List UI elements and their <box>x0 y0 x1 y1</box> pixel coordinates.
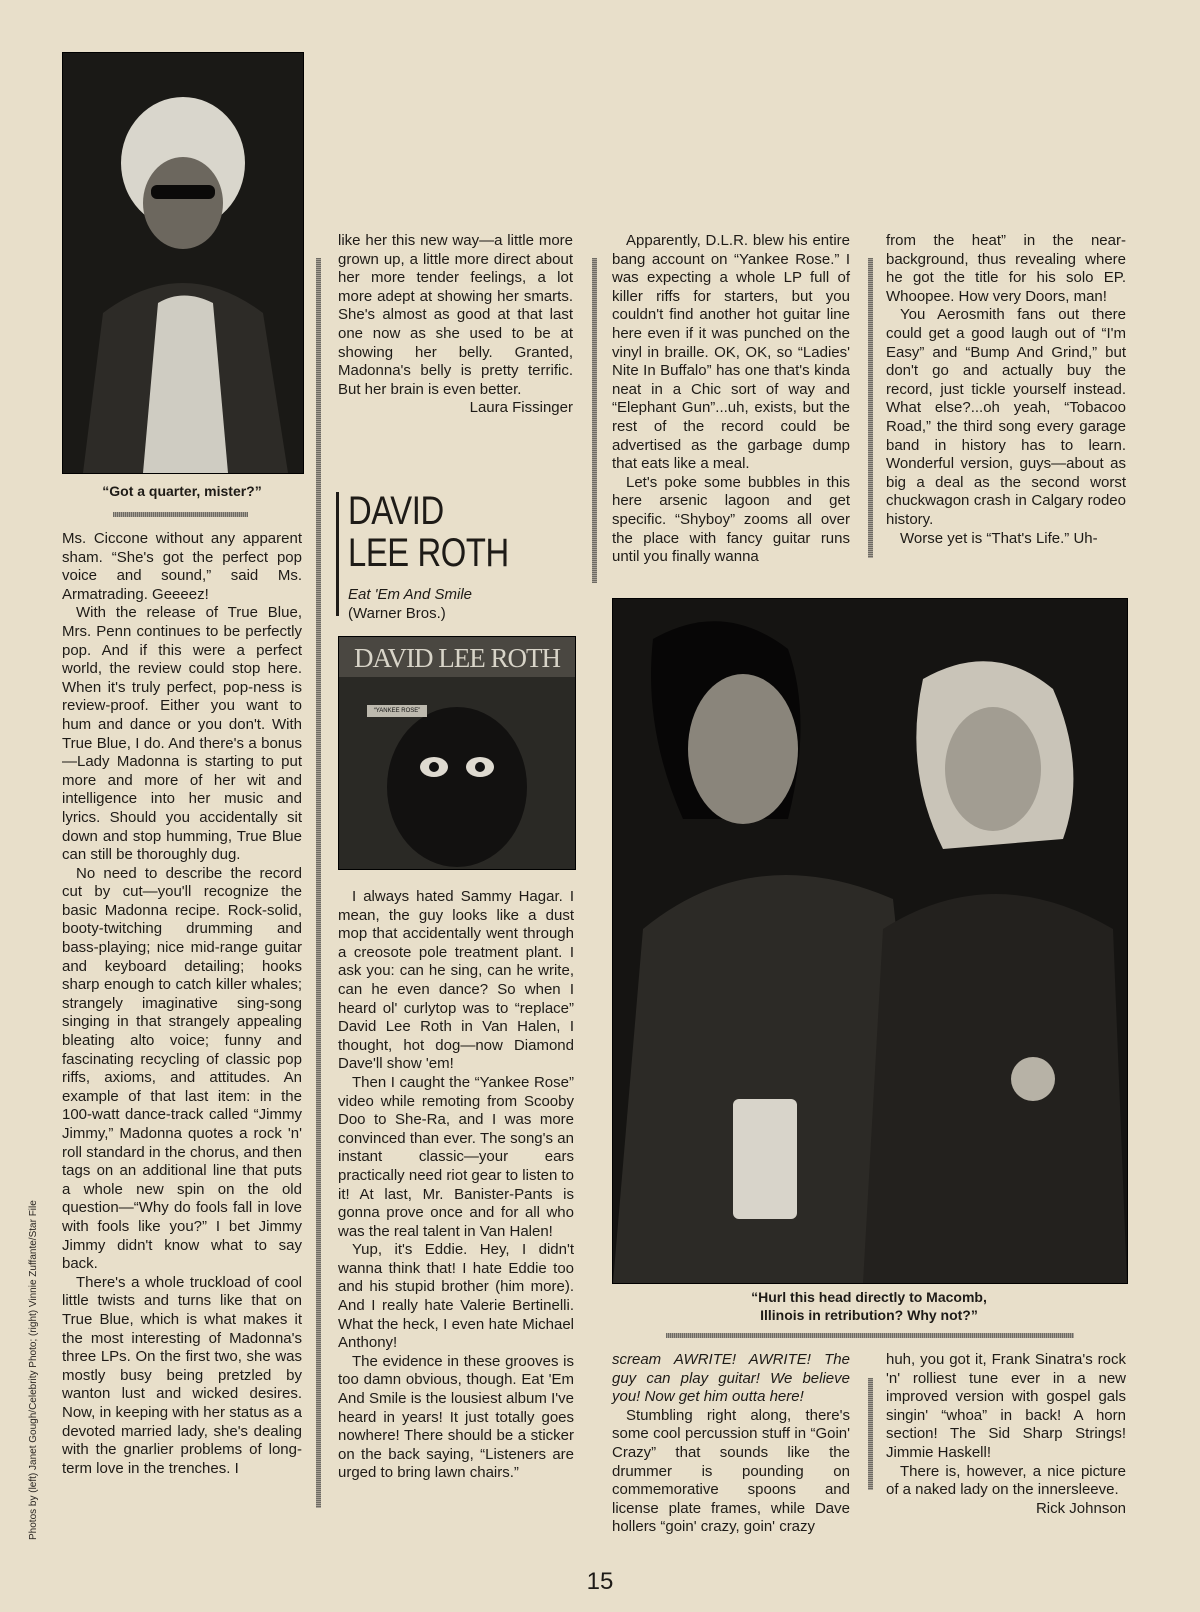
paragraph: huh, you got it, Frank Sinatra's rock 'n' rolliest tune ever in a new improved version with gospel gals singin' “whoa” in back! A horn section! The Sid Sharp Strings! Jimmie Haskell! <box>886 1351 1126 1461</box>
paragraph: scream AWRITE! AWRITE! The guy can play guitar! We believe you! Now get him outta here! <box>612 1351 850 1406</box>
column-rule <box>592 258 597 583</box>
author-signature: Rick Johnson <box>1035 1499 1126 1517</box>
review-headline: DAVID LEE ROTH <box>348 489 509 575</box>
paragraph: There is, however, a nice picture of a naked lady on the innersleeve. <box>886 1462 1126 1499</box>
paragraph: Stumbling right along, there's some cool percussion stuff in “Goin' Crazy” that sounds like the drummer is pounding on commemorative spoons and license plate frames, while Dave hollers “goin' crazy, goin' crazy <box>612 1406 850 1536</box>
column-rule <box>868 258 873 558</box>
madonna-review-conclusion <box>338 232 573 418</box>
roth-vai-photo <box>612 598 1128 1284</box>
paragraph: You Aerosmith fans out there could get a good laugh out of “I'm Easy” and “Bump And Grind,” but don't go and actually buy the record, just tickle yourself instead. What else?...oh yeah, “Tobacoo Road,” the third song every garage band in history has to learn. Wonderful version, guys—about as big a deal as the second worst chuckwagon crash in Calgary rodeo history. <box>886 306 1126 528</box>
roth-review-column-4 <box>886 232 1126 548</box>
photo-credit: Photos by (left) Janet Gough/Celebrity Photo; (right) Vinnie Zuffante/Star File <box>28 1200 39 1540</box>
paragraph: There's a whole truckload of cool little twists and turns like that on True Blue, which is what makes it the most interesting of Madonna's three LPs. On the first two, she was mostly busy being pretzled by wanton lust and wicked desires. Now, in keeping with her status as a devoted married lady, she's dealing with the gnarlier problems of long-term love in the trenches. I <box>62 1273 302 1477</box>
madonna-photo-caption: “Got a quarter, mister?” <box>102 483 262 499</box>
album-info <box>348 585 472 623</box>
column-rule <box>316 258 321 1508</box>
headline-bar <box>336 492 339 616</box>
paragraph: With the release of True Blue, Mrs. Penn continues to be perfectly pop. And if this were a perfect world, the review could stop here. When it's truly perfect, pop-ness is review-proof. Either you want to hum and dance or you don't. With True Blue, I do. And there's a bonus—Lady Madonna is starting to put more and more of her wit and intelligence into her music and lyrics. Should you accidentally sit down and stop humming, True Blue can still be thoroughly dug. <box>62 604 302 864</box>
roth-review-column-3 <box>612 232 850 567</box>
album-cover <box>338 636 576 870</box>
record-label: (Warner Bros.) <box>348 605 446 622</box>
roth-review-column <box>338 888 574 1483</box>
caption-divider <box>666 1333 1074 1338</box>
page-number: 15 <box>586 1568 614 1595</box>
madonna-review-column <box>62 530 302 1478</box>
roth-review-column-3b <box>612 1351 850 1537</box>
caption-divider <box>113 512 248 517</box>
paragraph: No need to describe the record cut by cut—you'll recognize the basic Madonna recipe. Rock-solid, booty-twitching drumming and bass-playing; nice mid-range guitar and keyboard detailing; hooks sharp enough to catch killer whales; strangely imaginative sing-song singing in that strangely appealing bleating alto voice; funny and fascinating recycling of classic pop riffs, axioms, and attitudes. An example of that last item: in the 100-watt dance-track called “Jimmy Jimmy,” Madonna quotes a rock 'n' roll standard in the chorus, and then tags on an additional line that puts a whole new spin on the old question—“Why do fools fall in love with fools like you?” I bet Jimmy Jimmy didn't know what to say back. <box>62 864 302 1273</box>
madonna-photo <box>62 52 304 474</box>
paragraph: Apparently, D.L.R. blew his entire bang account on “Yankee Rose.” I was expecting a whole LP full of killer riffs for starters, but you couldn't find another hot guitar line here even if it was punched on the vinyl in braille. OK, OK, so “Ladies' Nite In Buffalo” has one that's kinda neat in a Chic sort of way and “Elephant Gun”...uh, exists, but the rest of the record could be advertised as the garbage dump that eats like a meal. <box>612 232 850 473</box>
album-cover-sticker: “YANKEE ROSE” <box>373 708 421 714</box>
paragraph: Ms. Ciccone without any apparent sham. “She's got the perfect pop voice and sound,” said Ms. Armatrading. Geeeez! <box>62 530 302 603</box>
paragraph: Then I caught the “Yankee Rose” video while remoting from Scooby Doo to She-Ra, and I was more convinced than ever. The song's an instant classic—your ears practically need riot gear to listen to it! At last, Mr. Banister-Pants is gonna prove once and for all who was the real talent in Van Halen! <box>338 1073 574 1240</box>
author-signature: Laura Fissinger <box>469 399 573 417</box>
paragraph: Let's poke some bubbles in this here arsenic lagoon and get specific. “Shyboy” zooms all over the place with fancy guitar runs until you finally wanna <box>612 473 850 566</box>
album-title: Eat 'Em And Smile <box>348 586 473 603</box>
roth-photo-caption: “Hurl this head directly to Macomb, Illinois in retribution? Why not?” <box>751 1289 987 1323</box>
album-cover-title: DAVID LEE ROTH <box>354 643 560 673</box>
paragraph: Yup, it's Eddie. Hey, I didn't wanna think that! I hate Eddie too and his stupid brother (him more). And I really hate Valerie Bertinelli. What the heck, I even hate Michael Anthony! <box>338 1241 574 1352</box>
roth-review-column-4b <box>886 1351 1126 1518</box>
paragraph: I always hated Sammy Hagar. I mean, the guy looks like a dust mop that accidentally went through a creosote pole treatment plant. I ask you: can he sing, can he write, can he even dance? So when I heard ol' curlytop was to “replace” David Lee Roth in Van Halen, I thought, hot dog—now Diamond Dave'll show 'em! <box>338 888 574 1073</box>
paragraph: Worse yet is “That's Life.” Uh- <box>900 529 1098 547</box>
paragraph: like her this new way—a little more grown up, a little more direct about her more tender feelings, a lot more adept at showing her smarts. She's almost as good at that last one now as she used to be at showing her belly. Granted, Madonna's belly is pretty terrific. But her brain is even better. <box>338 232 573 398</box>
paragraph: The evidence in these grooves is too damn obvious, though. Eat 'Em And Smile is the lousiest album I've heard in years! It just totally goes nowhere! There should be a sticker on the back saying, “Listeners are urged to bring lawn chairs.” <box>338 1352 574 1482</box>
column-rule <box>868 1378 873 1490</box>
paragraph: from the heat” in the near-background, thus revealing where he got the title for his solo EP. Whoopee. How very Doors, man! <box>886 232 1126 305</box>
